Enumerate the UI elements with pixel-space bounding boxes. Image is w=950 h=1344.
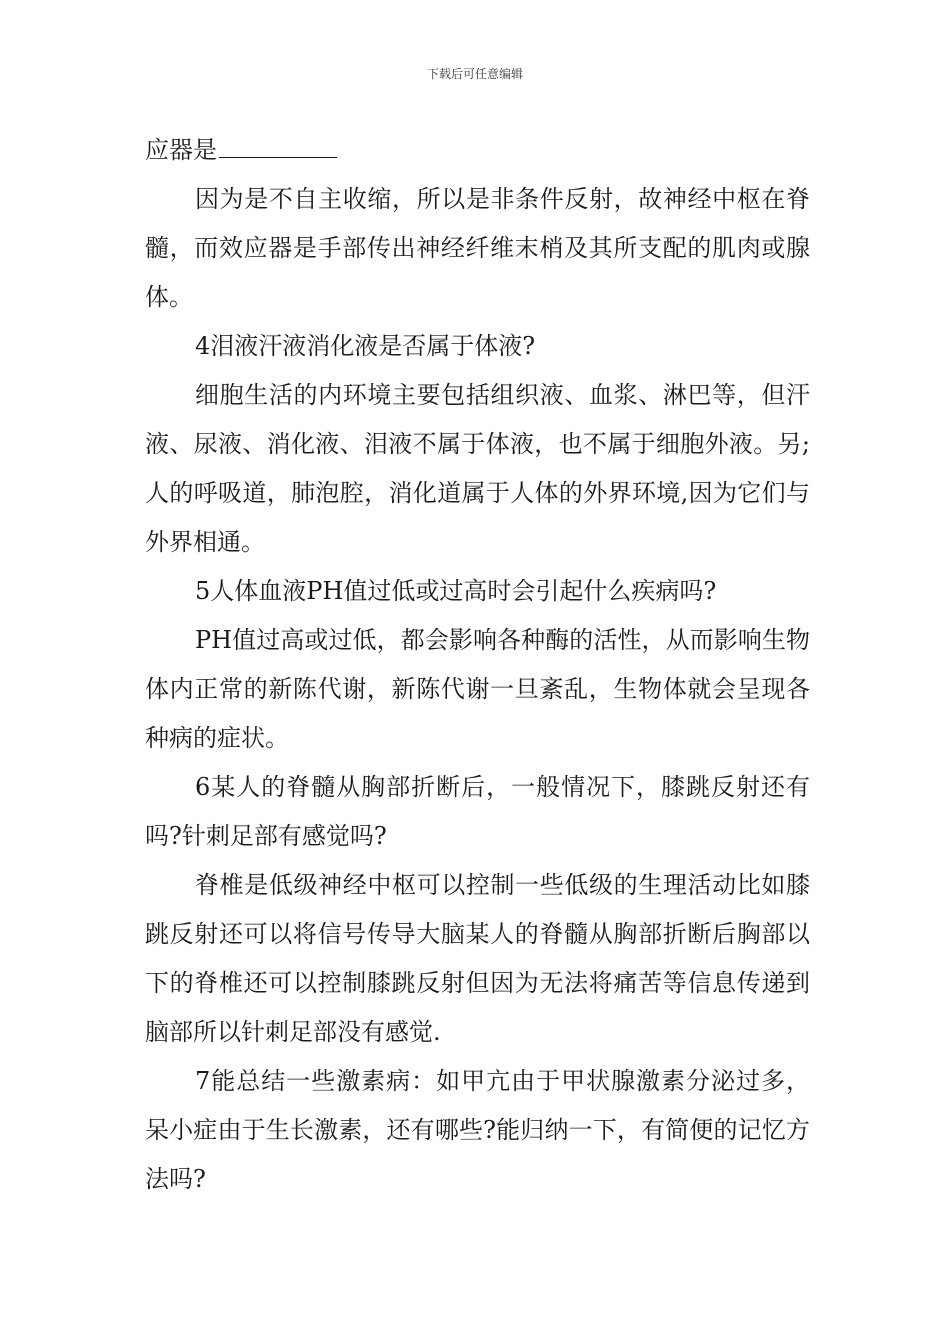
question-7: 7能总结一些激素病：如甲亢由于甲状腺激素分泌过多，呆小症由于生长激素，还有哪些?能归纳一下，有简便的记忆方法吗? [145,1067,810,1193]
answer-5: PH值过高或过低，都会影响各种酶的活性，从而影响生物体内正常的新陈代谢，新陈代谢一旦紊乱，生物体就会呈现各种病的症状。 [145,626,810,752]
answer-6: 脊椎是低级神经中枢可以控制一些低级的生理活动比如膝跳反射还可以将信号传导大脑某人的脊髓从胸部折断后胸部以下的脊椎还可以控制膝跳反射但因为无法将痛苦等信息传递到脑部所以针刺足部没有感觉. [145,871,810,1046]
paragraph-2: 因为是不自主收缩，所以是非条件反射，故神经中枢在脊髓，而效应器是手部传出神经纤维末梢及其所支配的肌肉或腺体。 [145,185,810,311]
paragraph-1 [145,126,810,175]
document-body [145,126,810,1204]
paragraph-1-text: 应器是 [145,136,217,164]
fill-in-blank [219,137,337,158]
answer-4: 细胞生活的内环境主要包括组织液、血浆、淋巴等，但汗液、尿液、消化液、泪液不属于体液，也不属于细胞外液。另;人的呼吸道，肺泡腔，消化道属于人体的外界环境,因为它们与外界相通。 [145,381,810,556]
question-5: 5人体血液PH值过低或过高时会引起什么疾病吗? [195,577,717,605]
question-6: 6某人的脊髓从胸部折断后，一般情况下，膝跳反射还有吗?针刺足部有感觉吗? [145,773,810,850]
page-header: 下载后可任意编辑 [426,67,523,81]
question-4: 4泪液汗液消化液是否属于体液? [195,332,536,360]
